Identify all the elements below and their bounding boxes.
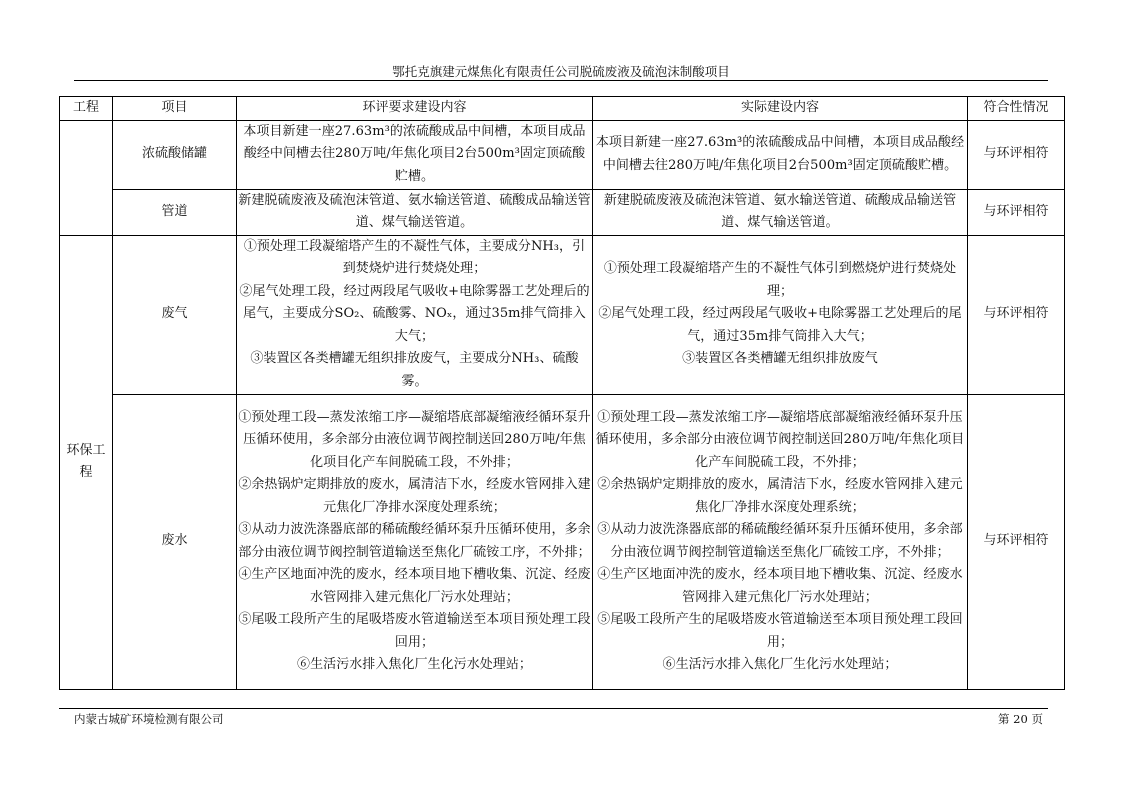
actual-content-cell [593,235,968,394]
project-cell-env: 环保工程 [60,235,113,689]
header-required-content: 环评要求建设内容 [237,97,593,121]
actual-paragraph: 本项目新建一座27.63m³的浓硫酸成品中间槽，本项目成品酸经中间槽去往280万吨/年焦化项目2台500m³固定顶硫酸贮槽。 [595,135,965,173]
actual-paragraph: ③从动力波洗涤器底部的稀硫酸经循环泵升压循环使用，多余部分由液位调节阀控制管道输送至焦化厂硫铵工序，不外排； [597,522,963,560]
table-row [60,394,1065,689]
actual-paragraph: ⑥生活污水排入焦化厂生化污水处理站； [662,657,898,672]
required-content-cell [237,189,593,235]
required-paragraph: ①预处理工段凝缩塔产生的不凝性气体，主要成分NH₃，引到焚烧炉进行焚烧处理； [243,238,586,277]
page-header-title: 鄂托克旗建元煤焦化有限责任公司脱硫废液及硫泡沫制酸项目 [392,64,730,79]
header-item: 项目 [113,97,237,121]
required-paragraph: ④生产区地面冲洗的废水，经本项目地下槽收集、沉淀、经废水管网排入建元焦化厂污水处理站； [238,567,591,605]
actual-paragraph: ①预处理工段—蒸发浓缩工序—凝缩塔底部凝缩液经循环泵升压循环使用，多余部分由液位调节阀控制送回280万吨/年焦化项目化产车间脱硫工段，不外排； [595,409,965,470]
compliance-cell: 与环评相符 [968,235,1065,394]
actual-content-cell [593,189,968,235]
header-compliance: 符合性情况 [968,97,1065,121]
required-paragraph: ②余热锅炉定期排放的废水，属清洁下水，经废水管网排入建元焦化厂净排水深度处理系统； [238,477,591,515]
required-paragraph: ③装置区各类槽罐无组织排放废气，主要成分NH₃、硫酸雾。 [250,351,579,389]
footer-company: 内蒙古城矿环境检测有限公司 [74,712,224,726]
construction-comparison-table [59,96,1065,690]
actual-paragraph: ②余热锅炉定期排放的废水，属清洁下水，经废水管网排入建元焦化厂净排水深度处理系统； [597,477,963,515]
item-cell: 废水 [113,394,237,689]
required-paragraph: ②尾气处理工段，经过两段尾气吸收+电除雾器工艺处理后的尾气，主要成分SO₂、硫酸雾、NOₓ，通过35m排气筒排入大气； [239,283,590,344]
actual-paragraph: ②尾气处理工段，经过两段尾气吸收+电除雾器工艺处理后的尾气，通过35m排气筒排入大气； [598,306,962,344]
actual-paragraph: 新建脱硫废液及硫泡沫管道、氨水输送管道、硫酸成品输送管道、煤气输送管道。 [603,192,957,230]
required-paragraph: ①预处理工段—蒸发浓缩工序—凝缩塔底部凝缩液经循环泵升压循环使用，多余部分由液位调节阀控制送回280万吨/年焦化项目化产车间脱硫工段，不外排； [238,409,591,470]
actual-content-cell [593,394,968,689]
footer-page-number: 第 20 页 [998,712,1043,726]
footer-rule [59,708,1048,709]
compliance-cell: 与环评相符 [968,189,1065,235]
header-project: 工程 [60,97,113,121]
item-cell: 废气 [113,235,237,394]
header-rule [74,80,1048,81]
required-paragraph: ⑥生活污水排入焦化厂生化污水处理站； [297,657,532,672]
actual-paragraph: ③装置区各类槽罐无组织排放废气 [682,351,878,367]
required-paragraph: ⑤尾吸工段所产生的尾吸塔废水管道输送至本项目预处理工段回用； [238,612,591,650]
required-paragraph: 新建脱硫废液及硫泡沫管道、氨水输送管道、硫酸成品输送管道、煤气输送管道。 [238,192,591,230]
actual-content-cell [593,120,968,189]
table-row [60,189,1065,235]
project-cell-storage [60,120,113,235]
compliance-cell: 与环评相符 [968,120,1065,189]
required-paragraph: 本项目新建一座27.63m³的浓硫酸成品中间槽，本项目成品酸经中间槽去往280万吨/年焦化项目2台500m³固定顶硫酸贮槽。 [243,123,586,184]
actual-paragraph: ⑤尾吸工段所产生的尾吸塔废水管道输送至本项目预处理工段回用； [597,612,963,650]
table-row [60,120,1065,189]
header-actual-content: 实际建设内容 [593,97,968,121]
table-row [60,235,1065,394]
table-header-row [60,97,1065,121]
required-content-cell [237,394,593,689]
item-cell: 浓硫酸储罐 [113,120,237,189]
compliance-cell: 与环评相符 [968,394,1065,689]
required-content-cell [237,120,593,189]
item-cell: 管道 [113,189,237,235]
required-paragraph: ③从动力波洗涤器底部的稀硫酸经循环泵升压循环使用，多余部分由液位调节阀控制管道输送至焦化厂硫铵工序，不外排； [238,522,591,560]
required-content-cell [237,235,593,394]
actual-paragraph: ④生产区地面冲洗的废水，经本项目地下槽收集、沉淀、经废水管网排入建元焦化厂污水处理站； [597,567,963,605]
actual-paragraph: ①预处理工段凝缩塔产生的不凝性气体引到燃烧炉进行焚烧处理； [603,261,957,299]
